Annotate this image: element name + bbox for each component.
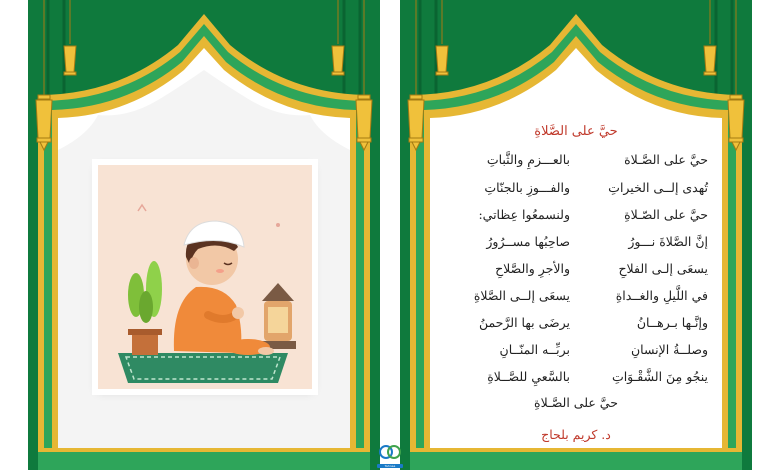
- verse-first-half: يسعَى إلـى الفلاحِ: [618, 261, 708, 276]
- verse-second-half: بالسَّعيِ للصَّــلاةِ: [487, 369, 570, 384]
- praying-boy-card: [98, 165, 312, 389]
- praying-boy-illustration: [98, 165, 312, 389]
- poem: [400, 0, 752, 470]
- verse-second-half: يرضَى بها الرَّحمنُ: [478, 315, 570, 330]
- poem-author: د. كريم بلحاج: [541, 427, 611, 442]
- verse-first-half: حيَّ على الصّـلاةِ: [624, 207, 708, 222]
- verse-first-half: في اللَّيلِ والغــداةِ: [615, 288, 708, 303]
- left-page: [28, 0, 380, 470]
- verse-first-half: حيَّ على الصَّـلاة: [624, 152, 708, 167]
- verse-first-half: تُهدى إلــى الخيراتِ: [608, 180, 708, 195]
- poem-title: حيَّ على الصَّلاةِ: [534, 124, 618, 139]
- verse-second-half: والأجرِ والصَّلاحِ: [495, 261, 570, 276]
- verse-second-half: يسعَى إلــى الصَّلاةِ: [473, 288, 570, 303]
- logo-text: Tahnaa: [384, 464, 396, 468]
- verse-second-half: بالعـــزمِ والثَّباتِ: [486, 152, 570, 167]
- right-page: [400, 0, 752, 470]
- verse-first-half: وإنَّـها بـرهــانُ: [636, 315, 708, 330]
- verse-second-half: ولنسمعُوا عِظاتي:: [478, 207, 570, 222]
- verse-first-half: ينجُو مِنَ الشَّقْـوَاتِ: [611, 369, 708, 384]
- verse-first-half: إنَّ الصَّلاةَ نـــورُ: [628, 234, 708, 249]
- verse-second-half: والفـــوزِ بالجنّاتِ: [484, 180, 570, 195]
- logo-icon: [376, 444, 404, 464]
- verse-second-half: بربِّــه المنّــانِ: [499, 342, 570, 357]
- verse-second-half: صاحِبُها مســرُورُ: [486, 234, 570, 249]
- poem-closing-line: حيَّ على الصَّـلاةِ: [534, 395, 618, 410]
- site-logo: [376, 444, 404, 470]
- verse-first-half: وصلــةُ الإنسانِ: [630, 342, 708, 357]
